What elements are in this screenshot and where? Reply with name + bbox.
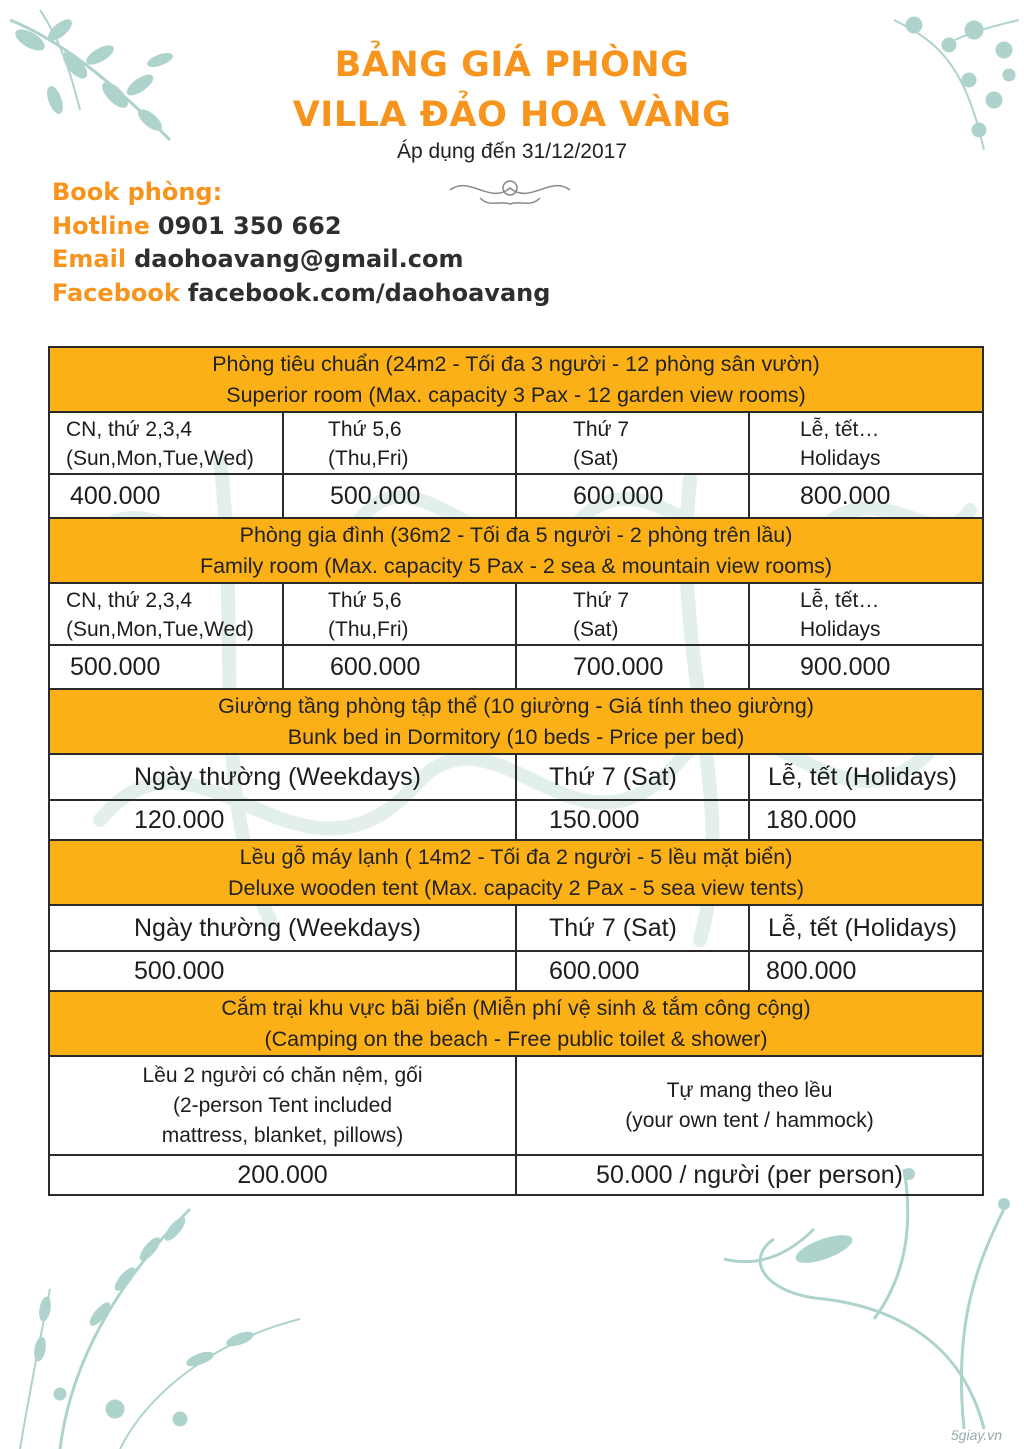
wheat-plant-decoration-bottom-left (0, 1169, 310, 1449)
page-header (0, 40, 1024, 166)
price-cell: 800.000 (749, 951, 983, 991)
day-vi: Lễ, tết… (800, 418, 880, 441)
price-cell: 120.000 (49, 800, 516, 840)
price-cell: 180.000 (749, 800, 983, 840)
day-en: Holidays (800, 618, 881, 641)
tent-header (49, 840, 983, 905)
email-label: Email (52, 245, 127, 273)
option-line: Tự mang theo lều (666, 1078, 833, 1102)
family-header (49, 518, 983, 583)
tent-title-vi: Lều gỗ máy lạnh ( 14m2 - Tối đa 2 người - 5 lều mặt biển) (239, 845, 793, 869)
superior-title-en: Superior room (Max. capacity 3 Pax - 12 garden view rooms) (226, 383, 806, 407)
price-cell: 500.000 (49, 951, 516, 991)
family-price-row (49, 645, 983, 689)
day-cell: Thứ 7 (Sat) (516, 905, 749, 951)
option-line: (your own tent / hammock) (625, 1108, 874, 1132)
camping-option-tent (49, 1056, 516, 1155)
dorm-header-row (49, 689, 983, 754)
price-table (48, 346, 984, 1196)
day-cell (283, 583, 516, 645)
family-header-row (49, 518, 983, 583)
day-cell (516, 412, 749, 474)
day-cell (283, 412, 516, 474)
camping-option-own-tent (516, 1056, 983, 1155)
tent-title-en: Deluxe wooden tent (Max. capacity 2 Pax - 5 sea view tents) (228, 876, 805, 900)
option-line: mattress, blanket, pillows) (161, 1123, 404, 1147)
day-en: (Thu,Fri) (328, 447, 409, 470)
camping-header (49, 991, 983, 1056)
price-cell: 600.000 (516, 951, 749, 991)
day-en: (Sat) (573, 618, 619, 641)
day-en: Holidays (800, 447, 881, 470)
hotline-label: Hotline (52, 211, 150, 240)
superior-days-row (49, 412, 983, 474)
camping-header-row (49, 991, 983, 1056)
facebook-label: Facebook (52, 278, 180, 307)
dorm-title-en: Bunk bed in Dormitory (10 beds - Price per bed) (287, 725, 745, 749)
day-cell: Thứ 7 (Sat) (516, 754, 749, 800)
day-vi: Thứ 5,6 (328, 418, 402, 441)
price-cell: 200.000 (49, 1155, 516, 1195)
day-cell (749, 583, 983, 645)
price-cell: 800.000 (749, 474, 983, 518)
tent-price-row (49, 951, 983, 991)
superior-title-vi: Phòng tiêu chuẩn (24m2 - Tối đa 3 người - 12 phòng sân vườn) (212, 352, 820, 376)
day-cell (749, 412, 983, 474)
superior-price-row (49, 474, 983, 518)
hotline-number[interactable]: 0901 350 662 (157, 211, 342, 240)
dorm-header (49, 689, 983, 754)
superior-header (49, 347, 983, 412)
site-watermark: 5giay.vn (950, 1427, 1002, 1443)
family-days-row (49, 583, 983, 645)
day-vi: Thứ 5,6 (328, 589, 402, 612)
family-title-en: Family room (Max. capacity 5 Pax - 2 sea & mountain view rooms) (199, 554, 833, 578)
tent-days-row (49, 905, 983, 951)
day-en: (Thu,Fri) (328, 618, 409, 641)
option-line: (2-person Tent included (172, 1093, 393, 1117)
camping-title-en: (Camping on the beach - Free public toilet & shower) (264, 1027, 768, 1051)
booking-heading-label: Book phòng: (52, 178, 223, 206)
price-cell: 400.000 (49, 474, 283, 518)
email-address[interactable]: daohoavang@gmail.com (134, 245, 464, 273)
option-line: Lều 2 người có chăn nệm, gối (142, 1063, 423, 1087)
day-cell: Ngày thường (Weekdays) (49, 905, 516, 951)
dorm-title-vi: Giường tầng phòng tập thể (10 giường - Giá tính theo giường) (218, 694, 814, 718)
day-vi: CN, thứ 2,3,4 (66, 418, 193, 441)
email-line (52, 243, 550, 277)
day-en: (Sun,Mon,Tue,Wed) (66, 447, 254, 470)
day-en: (Sun,Mon,Tue,Wed) (66, 618, 254, 641)
day-vi: Thứ 7 (573, 418, 630, 441)
booking-heading (52, 176, 550, 210)
villa-name: VILLA ĐẢO HOA VÀNG (292, 95, 732, 135)
price-cell: 600.000 (516, 474, 749, 518)
day-vi: CN, thứ 2,3,4 (66, 589, 193, 612)
day-cell: Lễ, tết (Holidays) (749, 905, 983, 951)
dorm-days-row (49, 754, 983, 800)
day-cell (49, 412, 283, 474)
price-cell: 600.000 (283, 645, 516, 689)
day-cell (516, 583, 749, 645)
tent-header-row (49, 840, 983, 905)
day-cell (49, 583, 283, 645)
price-cell: 700.000 (516, 645, 749, 689)
superior-header-row (49, 347, 983, 412)
price-cell: 500.000 (283, 474, 516, 518)
facebook-line (52, 277, 550, 311)
price-cell: 500.000 (49, 645, 283, 689)
facebook-link[interactable]: facebook.com/daohoavang (187, 278, 551, 307)
page-title: BẢNG GIÁ PHÒNG (334, 45, 690, 85)
price-cell: 50.000 / người (per person) (516, 1155, 983, 1195)
price-cell: 900.000 (749, 645, 983, 689)
camping-options-row (49, 1056, 983, 1155)
hotline-line (52, 210, 550, 244)
camping-title-vi: Cắm trại khu vực bãi biển (Miễn phí vệ sinh & tắm công cộng) (221, 996, 811, 1020)
day-cell: Ngày thường (Weekdays) (49, 754, 516, 800)
day-cell: Lễ, tết (Holidays) (749, 754, 983, 800)
validity-date: Áp dụng đến 31/12/2017 (396, 140, 628, 163)
price-cell: 150.000 (516, 800, 749, 840)
day-en: (Sat) (573, 447, 619, 470)
camping-price-row (49, 1155, 983, 1195)
family-title-vi: Phòng gia đình (36m2 - Tối đa 5 người - 2 phòng trên lầu) (239, 523, 793, 547)
day-vi: Thứ 7 (573, 589, 630, 612)
dorm-price-row (49, 800, 983, 840)
contact-block (52, 176, 550, 310)
day-vi: Lễ, tết… (800, 589, 880, 612)
